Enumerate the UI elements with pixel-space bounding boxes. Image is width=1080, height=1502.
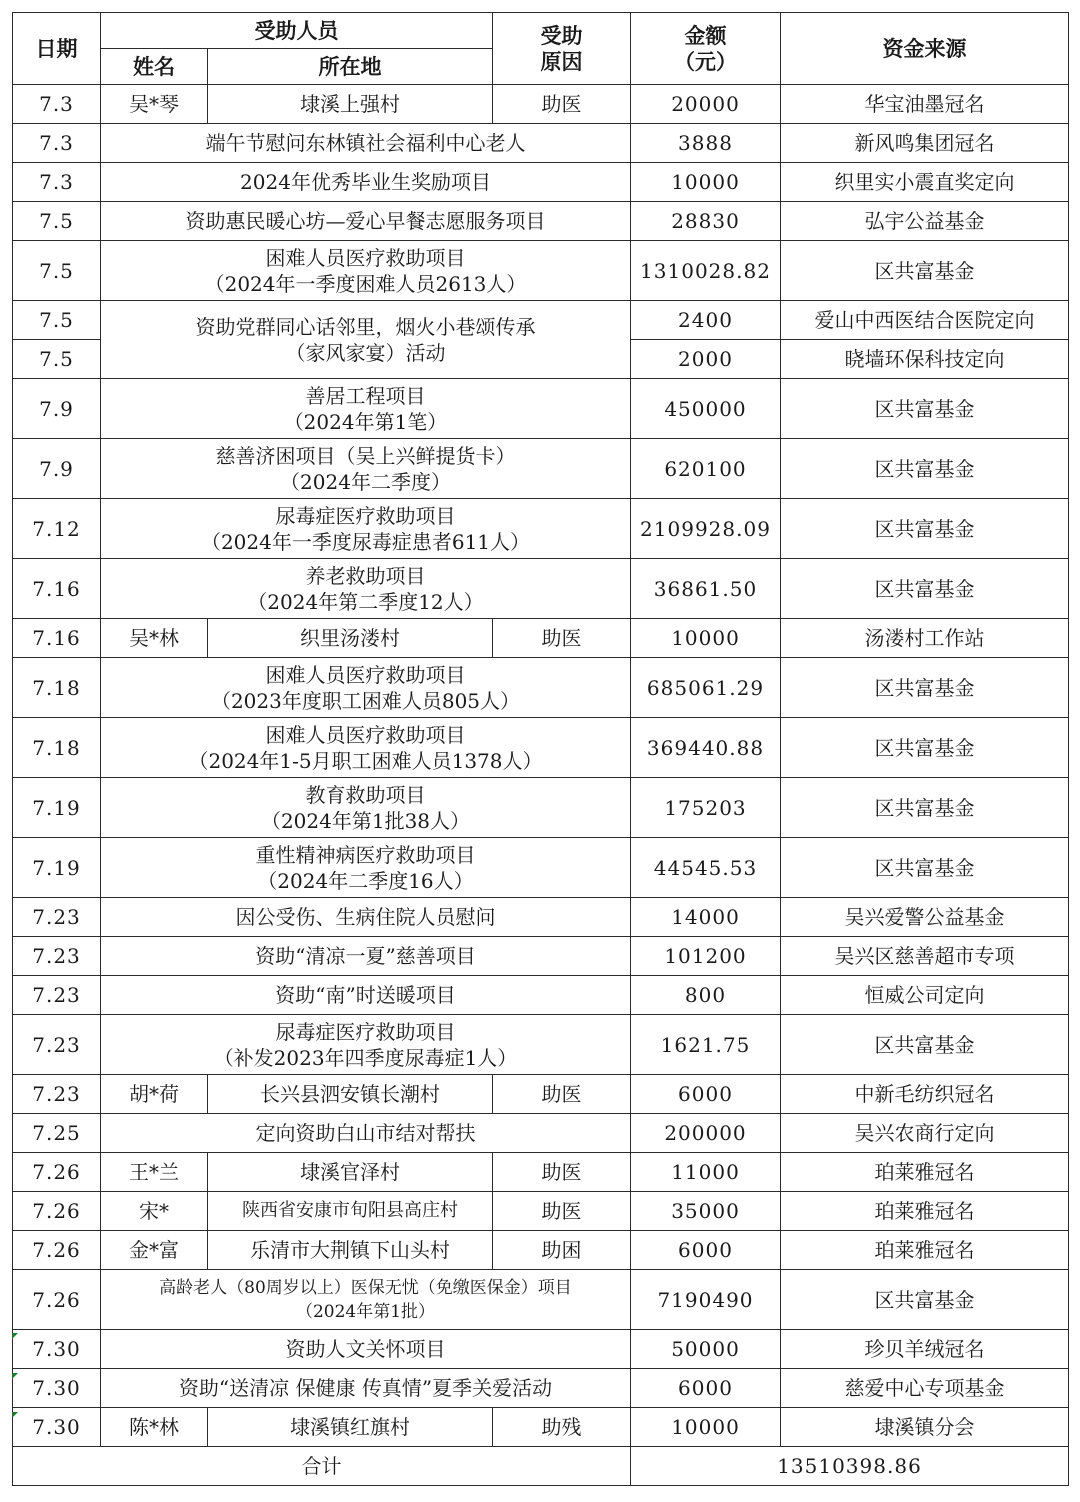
date-cell: 7.26 (13, 1270, 101, 1330)
date-cell: 7.23 (13, 1015, 101, 1075)
header-reason-line1: 受助 (540, 22, 583, 48)
source-cell: 埭溪镇分会 (781, 1408, 1069, 1447)
project-cell (101, 976, 631, 1015)
table-row (13, 1015, 1069, 1075)
table-row (13, 937, 1069, 976)
source-cell: 区共富基金 (781, 1270, 1069, 1330)
project-line: （2024年1-5月职工困难人员1378人） (188, 748, 543, 773)
source-cell: 汤溇村工作站 (781, 619, 1069, 658)
amount-cell: 3888 (631, 124, 781, 163)
location-cell: 埭溪上强村 (208, 85, 493, 124)
amount-cell: 14000 (631, 898, 781, 937)
reason-cell: 助困 (493, 1231, 631, 1270)
project-cell (101, 937, 631, 976)
project-line: 资助党群同心话邻里，烟火小巷颂传承 (195, 314, 536, 339)
date-cell: 7.26 (13, 1231, 101, 1270)
date-cell: 7.30 (13, 1330, 101, 1369)
source-cell: 新风鸣集团冠名 (781, 124, 1069, 163)
date-cell: 7.23 (13, 937, 101, 976)
reason-cell: 助医 (493, 619, 631, 658)
project-cell (101, 379, 631, 439)
table-row (13, 778, 1069, 838)
header-recipients: 受助人员 (101, 13, 493, 49)
amount-cell: 10000 (631, 1408, 781, 1447)
source-cell: 织里实小震直奖定向 (781, 163, 1069, 202)
project-cell (101, 499, 631, 559)
reason-cell: 助残 (493, 1408, 631, 1447)
project-cell (101, 1330, 631, 1369)
date-cell: 7.5 (13, 241, 101, 301)
amount-cell: 175203 (631, 778, 781, 838)
source-cell: 慈爱中心专项基金 (781, 1369, 1069, 1408)
table-row (13, 838, 1069, 898)
location-cell: 乐清市大荆镇下山头村 (208, 1231, 493, 1270)
table-row (13, 718, 1069, 778)
date-cell: 7.19 (13, 778, 101, 838)
project-cell (101, 559, 631, 619)
source-cell: 区共富基金 (781, 439, 1069, 499)
project-cell (101, 163, 631, 202)
project-line: 资助人文关怀项目 (285, 1337, 446, 1361)
date-cell: 7.23 (13, 898, 101, 937)
source-cell: 珍贝羊绒冠名 (781, 1330, 1069, 1369)
name-cell: 王*兰 (101, 1153, 208, 1192)
name-cell: 吴*林 (101, 619, 208, 658)
table-row (13, 976, 1069, 1015)
table-row (13, 619, 1069, 658)
table-row (13, 163, 1069, 202)
donation-table (12, 12, 1069, 1486)
amount-cell: 2400 (631, 301, 781, 340)
source-cell: 区共富基金 (781, 778, 1069, 838)
amount-cell: 1621.75 (631, 1015, 781, 1075)
project-line: 困难人员医疗救助项目 (265, 245, 466, 270)
header-reason-line2: 原因 (540, 48, 583, 74)
amount-cell: 35000 (631, 1192, 781, 1231)
project-cell (101, 124, 631, 163)
project-line: 尿毒症医疗救助项目 (275, 1019, 456, 1044)
date-cell: 7.9 (13, 379, 101, 439)
project-line: （2024年第1批38人） (260, 808, 471, 833)
table-row (13, 379, 1069, 439)
amount-cell: 200000 (631, 1114, 781, 1153)
date-cell: 7.3 (13, 85, 101, 124)
table-row (13, 1114, 1069, 1153)
project-cell (101, 718, 631, 778)
source-cell: 恒威公司定向 (781, 976, 1069, 1015)
date-cell: 7.5 (13, 202, 101, 241)
project-cell (101, 778, 631, 838)
location-cell: 长兴县泗安镇长潮村 (208, 1075, 493, 1114)
source-cell: 区共富基金 (781, 1015, 1069, 1075)
amount-cell: 20000 (631, 85, 781, 124)
name-cell: 胡*荷 (101, 1075, 208, 1114)
source-cell: 弘宇公益基金 (781, 202, 1069, 241)
header-amount-line2: （元） (674, 48, 737, 74)
amount-cell: 6000 (631, 1231, 781, 1270)
reason-cell: 助医 (493, 85, 631, 124)
project-cell (101, 1114, 631, 1153)
project-line: 养老救助项目 (305, 563, 426, 588)
header-date: 日期 (13, 13, 101, 85)
date-cell: 7.16 (13, 619, 101, 658)
date-cell: 7.26 (13, 1153, 101, 1192)
name-cell: 宋* (101, 1192, 208, 1231)
date-cell: 7.12 (13, 499, 101, 559)
project-line: 高龄老人（80周岁以上）医保无忧（免缴医保金）项目 (159, 1277, 572, 1298)
project-line: 端午节慰问东林镇社会福利中心老人 (205, 131, 526, 155)
source-cell: 中新毛纺织冠名 (781, 1075, 1069, 1114)
table-row (13, 124, 1069, 163)
project-line: 2024年优秀毕业生奖励项目 (240, 170, 491, 194)
amount-cell: 11000 (631, 1153, 781, 1192)
amount-cell: 10000 (631, 163, 781, 202)
project-cell (101, 202, 631, 241)
name-cell: 金*富 (101, 1231, 208, 1270)
header-source: 资金来源 (781, 13, 1069, 85)
reason-cell: 助医 (493, 1192, 631, 1231)
location-cell: 埭溪镇红旗村 (208, 1408, 493, 1447)
total-label: 合计 (13, 1447, 631, 1486)
date-cell: 7.18 (13, 658, 101, 718)
location-cell: 埭溪官泽村 (208, 1153, 493, 1192)
corner-mark-icon (12, 1373, 18, 1379)
project-cell (101, 838, 631, 898)
amount-cell: 10000 (631, 619, 781, 658)
source-cell: 区共富基金 (781, 718, 1069, 778)
table-row (13, 1075, 1069, 1114)
source-cell: 晓墙环保科技定向 (781, 340, 1069, 379)
project-line: 资助惠民暖心坊—爱心早餐志愿服务项目 (185, 209, 546, 233)
date-cell: 7.30 (13, 1369, 101, 1408)
date-cell: 7.23 (13, 976, 101, 1015)
date-cell: 7.25 (13, 1114, 101, 1153)
table-row (13, 1408, 1069, 1447)
header-reason (493, 13, 631, 85)
amount-cell: 2000 (631, 340, 781, 379)
table-row (13, 241, 1069, 301)
amount-cell: 450000 (631, 379, 781, 439)
project-cell (101, 1015, 631, 1075)
table-row (13, 499, 1069, 559)
date-cell: 7.5 (13, 301, 101, 340)
project-line: （2024年第1批） (295, 1301, 436, 1322)
project-line: （2024年第1笔） (283, 409, 448, 434)
project-line: 困难人员医疗救助项目 (265, 722, 466, 747)
project-line: （家风家宴）活动 (285, 340, 446, 365)
project-cell (101, 1270, 631, 1330)
table-row (13, 85, 1069, 124)
date-cell: 7.16 (13, 559, 101, 619)
source-cell: 吴兴农商行定向 (781, 1114, 1069, 1153)
table-row (13, 301, 1069, 340)
date-cell: 7.3 (13, 124, 101, 163)
amount-cell: 28830 (631, 202, 781, 241)
source-cell: 区共富基金 (781, 379, 1069, 439)
amount-cell: 101200 (631, 937, 781, 976)
date-cell: 7.23 (13, 1075, 101, 1114)
project-line: 善居工程项目 (305, 383, 426, 408)
project-line: 教育救助项目 (305, 782, 426, 807)
project-line: 尿毒症医疗救助项目 (275, 503, 456, 528)
project-line: 困难人员医疗救助项目 (265, 662, 466, 687)
project-line: 定向资助白山市结对帮扶 (255, 1121, 476, 1145)
amount-cell: 1310028.82 (631, 241, 781, 301)
table-row (13, 1192, 1069, 1231)
project-line: （2024年一季度困难人员2613人） (204, 271, 527, 296)
date-cell: 7.18 (13, 718, 101, 778)
corner-mark-icon (12, 1412, 18, 1418)
corner-mark-icon (12, 1333, 18, 1339)
source-cell: 区共富基金 (781, 838, 1069, 898)
source-cell: 爱山中西医结合医院定向 (781, 301, 1069, 340)
table-row (13, 1270, 1069, 1330)
project-cell (101, 301, 631, 379)
source-cell: 区共富基金 (781, 241, 1069, 301)
table-row (13, 202, 1069, 241)
name-cell: 吴*琴 (101, 85, 208, 124)
location-cell: 织里汤溇村 (208, 619, 493, 658)
project-cell (101, 241, 631, 301)
source-cell: 珀莱雅冠名 (781, 1231, 1069, 1270)
project-line: （2024年二季度16人） (257, 868, 474, 893)
source-cell: 区共富基金 (781, 559, 1069, 619)
table-row (13, 1369, 1069, 1408)
table-row (13, 559, 1069, 619)
table-row (13, 1231, 1069, 1270)
source-cell: 珀莱雅冠名 (781, 1153, 1069, 1192)
header-amount (631, 13, 781, 85)
amount-cell: 6000 (631, 1075, 781, 1114)
amount-cell: 36861.50 (631, 559, 781, 619)
table-row (13, 1153, 1069, 1192)
date-cell: 7.26 (13, 1192, 101, 1231)
source-cell: 华宝油墨冠名 (781, 85, 1069, 124)
table-body (13, 85, 1069, 1447)
project-cell (101, 439, 631, 499)
project-line: 因公受伤、生病住院人员慰问 (235, 905, 496, 929)
project-line: （2024年第二季度12人） (247, 589, 484, 614)
date-cell: 7.19 (13, 838, 101, 898)
source-cell: 吴兴区慈善超市专项 (781, 937, 1069, 976)
date-cell: 7.9 (13, 439, 101, 499)
project-line: 资助“南”时送暖项目 (275, 983, 456, 1007)
project-line: 资助“清凉一夏”慈善项目 (255, 944, 476, 968)
date-cell: 7.30 (13, 1408, 101, 1447)
amount-cell: 6000 (631, 1369, 781, 1408)
project-line: 重性精神病医疗救助项目 (255, 842, 476, 867)
project-line: （2023年度职工困难人员805人） (210, 688, 521, 713)
reason-cell: 助医 (493, 1153, 631, 1192)
project-line: 资助“送清凉 保健康 传真情”夏季关爱活动 (178, 1376, 553, 1400)
header-name: 姓名 (101, 49, 208, 85)
amount-cell: 50000 (631, 1330, 781, 1369)
project-line: 慈善济困项目（吴上兴鲜提货卡） (215, 443, 516, 468)
header-amount-line1: 金额 (684, 22, 727, 48)
total-row (13, 1447, 1069, 1486)
project-cell (101, 658, 631, 718)
location-cell: 陕西省安康市旬阳县高庄村 (208, 1192, 493, 1231)
amount-cell: 620100 (631, 439, 781, 499)
project-cell (101, 1369, 631, 1408)
amount-cell: 2109928.09 (631, 499, 781, 559)
project-line: （补发2023年四季度尿毒症1人） (213, 1045, 518, 1070)
amount-cell: 369440.88 (631, 718, 781, 778)
project-cell (101, 898, 631, 937)
source-cell: 区共富基金 (781, 658, 1069, 718)
reason-cell: 助医 (493, 1075, 631, 1114)
amount-cell: 44545.53 (631, 838, 781, 898)
table-row (13, 1330, 1069, 1369)
source-cell: 区共富基金 (781, 499, 1069, 559)
table-row (13, 898, 1069, 937)
amount-cell: 685061.29 (631, 658, 781, 718)
name-cell: 陈*林 (101, 1408, 208, 1447)
source-cell: 珀莱雅冠名 (781, 1192, 1069, 1231)
project-line: （2024年一季度尿毒症患者611人） (200, 529, 531, 554)
source-cell: 吴兴爱警公益基金 (781, 898, 1069, 937)
amount-cell: 800 (631, 976, 781, 1015)
date-cell: 7.5 (13, 340, 101, 379)
table-row (13, 658, 1069, 718)
total-amount: 13510398.86 (631, 1447, 1069, 1486)
project-line: （2024年二季度） (280, 469, 451, 494)
date-cell: 7.3 (13, 163, 101, 202)
header-location: 所在地 (208, 49, 493, 85)
table-row (13, 439, 1069, 499)
amount-cell: 7190490 (631, 1270, 781, 1330)
